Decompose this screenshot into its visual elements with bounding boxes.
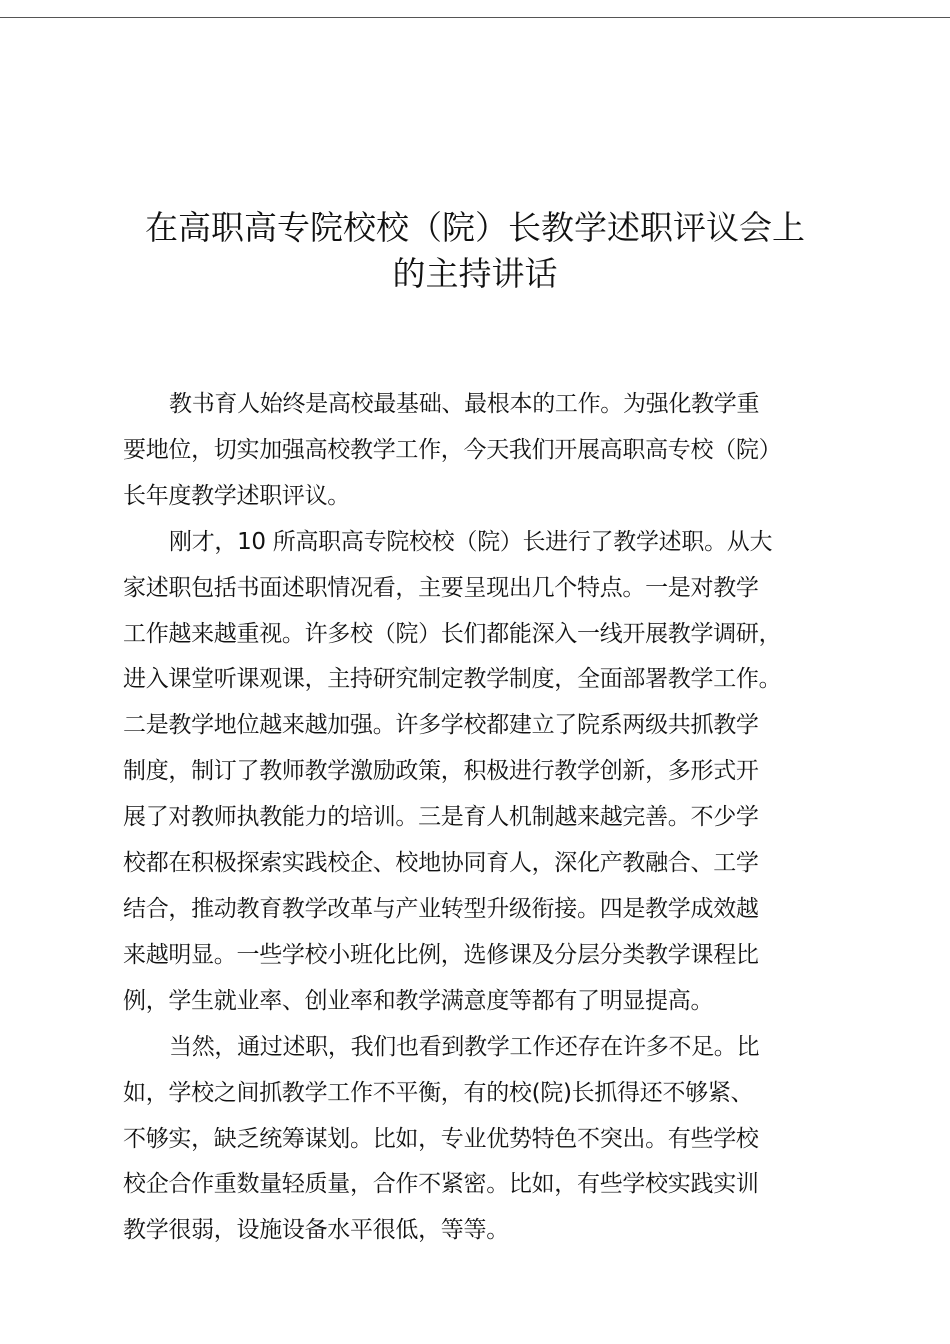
document-title	[110, 205, 840, 297]
paragraph-1: 教书育人始终是高校最基础、最根本的工作。为强化教学重 要地位，切实加强高校教学工作，今天我们开展高职高专校（院） 长年度教学述职评议。	[123, 391, 782, 509]
title-line-2: 的主持讲话	[392, 254, 558, 293]
header-rule	[0, 17, 950, 18]
title-line-1: 在高职高专院校校（院）长教学述职评议会上	[145, 208, 805, 247]
paragraph-3: 当然，通过述职，我们也看到教学工作还存在许多不足。比 如，学校之间抓教学工作不平衡，有的校(院)长抓得还不够紧、 不够实，缺乏统筹谋划。比如，专业优势特色不突出。有些学校 校企合作重数量轻质量，合作不紧密。比如，有些学校实践实训 教学很弱，设施设备水平很低，等等。	[123, 1033, 760, 1244]
paragraph-2: 刚才，10 所高职高专院校校（院）长进行了教学述职。从大 家述职包括书面述职情况看，主要呈现出几个特点。一是对教学 工作越来越重视。许多校（院）长们都能深入一线开展教学调研， 进入课堂听课观课，主持研究制定教学制度，全面部署教学工作。 二是教学地位越来越加强。许多学校都建立了院系两级共抓教学 制度，制订了教师教学激励政策，积极进行教学创新，多形式开 展了对教师执教能力的培训。三是育人机制越来越完善。不少学 校都在积极探索实践校企、校地协同育人，深化产教融合、工学 结合，推动教育教学改革与产业转型升级衔接。四是教学成效越 来越明显。一些学校小班化比例，选修课及分层分类教学课程比 例，学生就业率、创业率和教学满意度等都有了明显提高。	[123, 528, 782, 1014]
document-body	[123, 382, 833, 1254]
